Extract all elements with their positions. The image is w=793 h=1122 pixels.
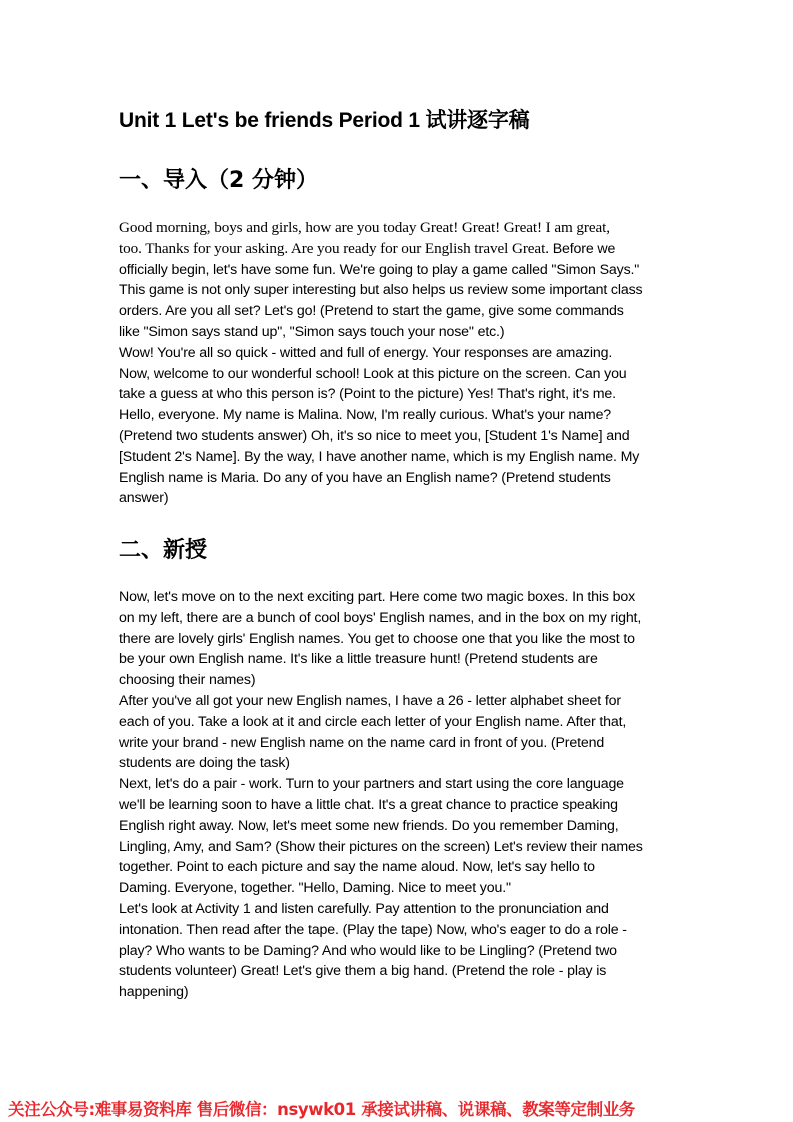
text-line-serif: too. Thanks for your asking. Are you ready for our English travel Great. bbox=[119, 239, 549, 257]
text-line-rest: Before we bbox=[548, 240, 616, 257]
section-heading-new-lesson: 二、新授 bbox=[119, 538, 208, 563]
text-line: English name is Maria. Do any of you have an English name? (Pretend students bbox=[119, 469, 611, 486]
text-line: choosing their names) bbox=[119, 672, 256, 689]
text-line: each of you. Take a look at it and circle each letter of your English name. After that, bbox=[119, 713, 627, 730]
text-line: Now, welcome to our wonderful school! Look at this picture on the screen. Can you bbox=[119, 365, 627, 382]
text-line: Hello, everyone. My name is Malina. Now, I'm really curious. What's your name? bbox=[119, 407, 612, 424]
section-body-new-lesson bbox=[119, 587, 679, 1003]
text-line: officially begin, let's have some fun. We're going to play a game called "Simon Says." bbox=[119, 261, 640, 278]
text-line: write your brand - new English name on the name card in front of you. (Pretend bbox=[119, 734, 605, 751]
text-line: orders. Are you all set? Let's go! (Pretend to start the game, give some commands bbox=[119, 303, 624, 320]
text-line: students are doing the task) bbox=[119, 755, 290, 772]
text-line bbox=[119, 239, 679, 260]
text-line: Now, let's move on to the next exciting part. Here come two magic boxes. In this box bbox=[119, 589, 636, 605]
text-line: English right away. Now, let's meet some new friends. Do you remember Daming, bbox=[119, 817, 619, 834]
text-line: there are lovely girls' English names. You get to choose one that you like the most to bbox=[119, 630, 635, 647]
text-line: students volunteer) Great! Let's give them a big hand. (Pretend the role - play is bbox=[119, 963, 607, 980]
text-line: Daming. Everyone, together. "Hello, Daming. Nice to meet you." bbox=[119, 880, 511, 897]
footer-watermark: 关注公众号:难事易资料库 售后微信：nsywk01 承接试讲稿、说课稿、教案等定制业务 bbox=[8, 1100, 635, 1119]
text-line: answer) bbox=[119, 490, 169, 507]
text-line: This game is not only super interesting but also helps us review some important class bbox=[119, 282, 643, 299]
text-line: Good morning, boys and girls, how are you today Great! Great! Great! I am great, bbox=[119, 219, 610, 236]
text-line: [Student 2's Name]. By the way, I have another name, which is my English name. My bbox=[119, 448, 640, 465]
text-line: happening) bbox=[119, 984, 189, 1001]
text-line: play? Who wants to be Daming? And who would like to be Lingling? (Pretend two bbox=[119, 942, 617, 959]
text-line: on my left, there are a bunch of cool boys' English names, and in the box on my right, bbox=[119, 609, 642, 626]
text-line: like "Simon says stand up", "Simon says touch your nose" etc.) bbox=[119, 323, 505, 340]
text-line: After you've all got your new English names, I have a 26 - letter alphabet sheet for bbox=[119, 692, 621, 709]
section-heading-intro: 一、导入（2 分钟） bbox=[119, 168, 318, 193]
text-line: (Pretend two students answer) Oh, it's so nice to meet you, [Student 1's Name] and bbox=[119, 427, 630, 444]
text-line: Wow! You're all so quick - witted and full of energy. Your responses are amazing. bbox=[119, 344, 613, 361]
text-line: we'll be learning soon to have a little chat. It's a great chance to practice speaking bbox=[119, 796, 618, 813]
text-line: be your own English name. It's like a little treasure hunt! (Pretend students are bbox=[119, 651, 598, 668]
document-title: Unit 1 Let's be friends Period 1 试讲逐字稿 bbox=[119, 109, 530, 132]
text-line: Next, let's do a pair - work. Turn to your partners and start using the core language bbox=[119, 776, 624, 793]
text-line: together. Point to each picture and say the name aloud. Now, let's say hello to bbox=[119, 859, 595, 876]
section-body-intro bbox=[119, 218, 679, 509]
text-line: Let's look at Activity 1 and listen carefully. Pay attention to the pronunciation and bbox=[119, 900, 609, 917]
text-line: take a guess at who this person is? (Point to the picture) Yes! That's right, it's me. bbox=[119, 386, 616, 403]
text-line: intonation. Then read after the tape. (Play the tape) Now, who's eager to do a role - bbox=[119, 921, 627, 938]
text-line: Lingling, Amy, and Sam? (Show their pictures on the screen) Let's review their names bbox=[119, 838, 643, 855]
